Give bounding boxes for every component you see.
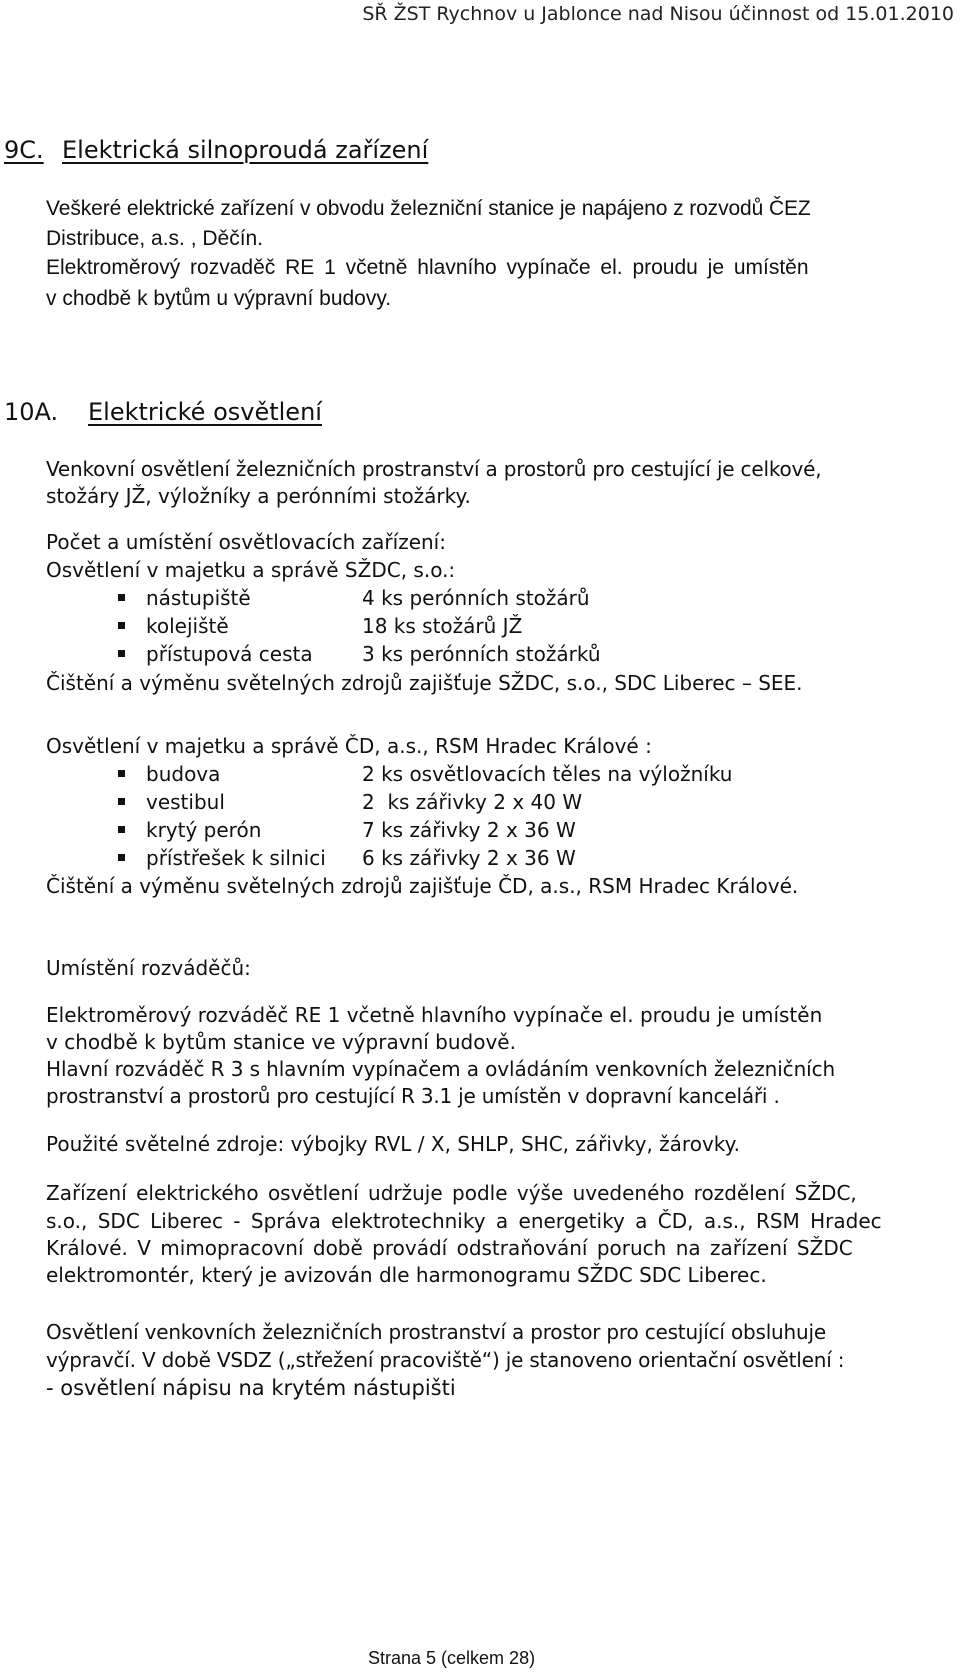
cd-item-equipment: 6 ks zářivky 2 x 36 W — [362, 846, 576, 870]
switchboard-line-4: prostranství a prostorů pro cestující R 3.1 je umístěn v dopravní kanceláři . — [46, 1084, 780, 1108]
bullet-icon — [118, 826, 125, 833]
bullet-icon — [118, 770, 125, 777]
lighting-intro-line-2: stožáry JŽ, výložníky a perónními stožárky. — [46, 484, 471, 508]
cd-maintenance-note: Čištění a výměnu světelných zdrojů zajišťuje ČD, a.s., RSM Hradec Králové. — [46, 874, 799, 898]
section-10a-title: Elektrické osvětlení — [88, 398, 322, 426]
section-9c-line-2: Distribuce, a.s. , Děčín. — [46, 227, 264, 250]
maintenance-line-2: s.o., SDC Liberec - Správa elektrotechniky a energetiky a ČD, a.s., RSM Hradec — [46, 1209, 882, 1233]
operation-line-2: výpravčí. V době VSDZ („střežení pracoviště“) je stanoveno orientační osvětlení : — [46, 1348, 845, 1372]
szdc-item-equipment: 4 ks perónních stožárů — [362, 586, 590, 610]
cd-item-equipment: 2 ks zářivky 2 x 40 W — [362, 790, 583, 814]
szdc-maintenance-note: Čištění a výměnu světelných zdrojů zajišťuje SŽDC, s.o., SDC Liberec – SEE. — [46, 671, 803, 695]
szdc-item-place: nástupiště — [146, 586, 251, 610]
bullet-icon — [118, 594, 125, 601]
szdc-item-place: kolejiště — [146, 614, 229, 638]
switchboard-line-2: v chodbě k bytům stanice ve výpravní budově. — [46, 1030, 516, 1054]
section-10a-number: 10A. — [4, 398, 59, 426]
cd-ownership-heading: Osvětlení v majetku a správě ČD, a.s., RSM Hradec Králové : — [46, 734, 652, 758]
szdc-item-place: přístupová cesta — [146, 642, 313, 666]
cd-item-equipment: 7 ks zářivky 2 x 36 W — [362, 818, 576, 842]
bullet-icon — [118, 622, 125, 629]
cd-item-equipment: 2 ks osvětlovacích těles na výložníku — [362, 762, 733, 786]
szdc-item-equipment: 18 ks stožárů JŽ — [362, 614, 523, 638]
bullet-icon — [118, 854, 125, 861]
operation-line-1: Osvětlení venkovních železničních prostranství a prostor pro cestující obsluhuje — [46, 1320, 826, 1344]
maintenance-line-1: Zařízení elektrického osvětlení udržuje podle výše uvedeného rozdělení SŽDC, — [46, 1181, 857, 1205]
page-header: SŘ ŽST Rychnov u Jablonce nad Nisou účinnost od 15.01.2010 — [362, 3, 954, 25]
cd-item-place: budova — [146, 762, 221, 786]
switchboard-line-1: Elektroměrový rozváděč RE 1 včetně hlavního vypínače el. proudu je umístěn — [46, 1003, 823, 1027]
cd-item-place: krytý perón — [146, 818, 262, 842]
section-9c-line-4: v chodbě k bytům u výpravní budovy. — [46, 287, 392, 310]
szdc-item-equipment: 3 ks perónních stožárků — [362, 642, 601, 666]
lighting-intro-line-1: Venkovní osvětlení železničních prostranství a prostorů pro cestující je celkové, — [46, 457, 822, 481]
cd-item-place: přístřešek k silnici — [146, 846, 326, 870]
bullet-icon — [118, 650, 125, 657]
szdc-ownership-heading: Osvětlení v majetku a správě SŽDC, s.o.: — [46, 558, 456, 582]
switchboard-heading: Umístění rozváděčů: — [46, 956, 251, 980]
switchboard-line-3: Hlavní rozváděč R 3 s hlavním vypínačem a ovládáním venkovních železničních — [46, 1057, 836, 1081]
maintenance-line-4: elektromontér, který je avizován dle harmonogramu SŽDC SDC Liberec. — [46, 1263, 767, 1287]
maintenance-line-3: Králové. V mimopracovní době provádí odstraňování poruch na zařízení SŽDC — [46, 1236, 853, 1260]
operation-line-3: - osvětlení nápisu na krytém nástupišti — [46, 1376, 456, 1400]
bullet-icon — [118, 798, 125, 805]
section-9c-line-1: Veškeré elektrické zařízení v obvodu železniční stanice je napájeno z rozvodů ČEZ — [46, 197, 811, 220]
section-9c-title: Elektrická silnoproudá zařízení — [62, 136, 429, 164]
page-number: Strana 5 (celkem 28) — [368, 1648, 536, 1668]
light-sources: Použité světelné zdroje: výbojky RVL / X, SHLP, SHC, zářivky, žárovky. — [46, 1132, 740, 1156]
section-9c-number: 9C. — [4, 136, 44, 164]
section-9c-line-3: Elektroměrový rozvaděč RE 1 včetně hlavního vypínače el. proudu je umístěn — [46, 256, 809, 279]
lighting-count-heading: Počet a umístění osvětlovacích zařízení: — [46, 530, 446, 554]
cd-item-place: vestibul — [146, 790, 225, 814]
